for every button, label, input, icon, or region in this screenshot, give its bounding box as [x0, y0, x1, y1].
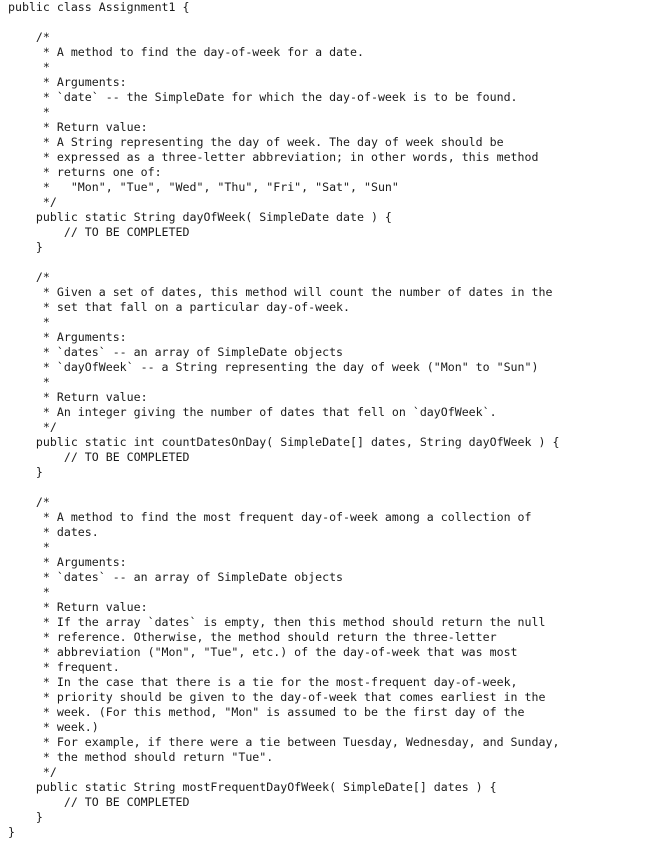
code-line: * — [8, 315, 50, 329]
code-block — [8, 0, 648, 840]
code-line: // TO BE COMPLETED — [8, 450, 190, 464]
code-line: * dates. — [8, 525, 99, 539]
code-line: * set that fall on a particular day-of-week. — [8, 300, 351, 314]
code-line: * reference. Otherwise, the method should return the three-letter — [8, 630, 497, 644]
code-line: * Given a set of dates, this method will count the number of dates in the — [8, 285, 553, 299]
code-line — [8, 15, 648, 30]
code-line: public static String mostFrequentDayOfWeek( SimpleDate[] dates ) { — [8, 780, 497, 794]
code-line: } — [8, 465, 43, 479]
code-line: */ — [8, 420, 57, 434]
code-line: * frequent. — [8, 660, 120, 674]
code-line: * — [8, 375, 50, 389]
code-line: * `dates` -- an array of SimpleDate objects — [8, 345, 344, 359]
code-line: * In the case that there is a tie for the most-frequent day-of-week, — [8, 675, 518, 689]
code-line: * week.) — [8, 720, 99, 734]
code-line: * A method to find the most frequent day-of-week among a collection of — [8, 510, 532, 524]
code-line: * Arguments: — [8, 75, 127, 89]
code-line: public static int countDatesOnDay( SimpleDate[] dates, String dayOfWeek ) { — [8, 435, 560, 449]
code-line: * the method should return "Tue". — [8, 750, 274, 764]
code-line: * — [8, 105, 50, 119]
code-line: public class Assignment1 { — [8, 0, 190, 14]
code-line: /* — [8, 270, 50, 284]
code-line: * A method to find the day-of-week for a date. — [8, 45, 364, 59]
code-line: * abbreviation ("Mon", "Tue", etc.) of the day-of-week that was most — [8, 645, 518, 659]
code-line: * Return value: — [8, 600, 148, 614]
code-line: * For example, if there were a tie between Tuesday, Wednesday, and Sunday, — [8, 735, 560, 749]
code-line: * — [8, 585, 50, 599]
code-line: * `date` -- the SimpleDate for which the day-of-week is to be found. — [8, 90, 518, 104]
code-line: * expressed as a three-letter abbreviation; in other words, this method — [8, 150, 539, 164]
code-line: * Arguments: — [8, 330, 127, 344]
code-line: /* — [8, 30, 50, 44]
code-line: * Return value: — [8, 120, 148, 134]
code-line: * returns one of: — [8, 165, 162, 179]
code-line: * — [8, 60, 50, 74]
code-line: // TO BE COMPLETED — [8, 795, 190, 809]
code-line: * Return value: — [8, 390, 148, 404]
code-line: * — [8, 540, 50, 554]
code-line — [8, 480, 648, 495]
code-line: * An integer giving the number of dates that fell on `dayOfWeek`. — [8, 405, 497, 419]
code-line: } — [8, 810, 43, 824]
code-line: // TO BE COMPLETED — [8, 225, 190, 239]
code-line: * priority should be given to the day-of-week that comes earliest in the — [8, 690, 546, 704]
code-line: * A String representing the day of week. The day of week should be — [8, 135, 504, 149]
code-line: * Arguments: — [8, 555, 127, 569]
code-line: public static String dayOfWeek( SimpleDate date ) { — [8, 210, 392, 224]
code-line: * week. (For this method, "Mon" is assumed to be the first day of the — [8, 705, 525, 719]
code-line — [8, 255, 648, 270]
code-line: } — [8, 240, 43, 254]
code-line: * `dates` -- an array of SimpleDate objects — [8, 570, 344, 584]
code-line: * If the array `dates` is empty, then this method should return the null — [8, 615, 546, 629]
code-line: * "Mon", "Tue", "Wed", "Thu", "Fri", "Sat", "Sun" — [8, 180, 399, 194]
code-line: } — [8, 825, 15, 839]
code-line: /* — [8, 495, 50, 509]
code-line: */ — [8, 195, 57, 209]
code-line: */ — [8, 765, 57, 779]
code-line: * `dayOfWeek` -- a String representing the day of week ("Mon" to "Sun") — [8, 360, 539, 374]
